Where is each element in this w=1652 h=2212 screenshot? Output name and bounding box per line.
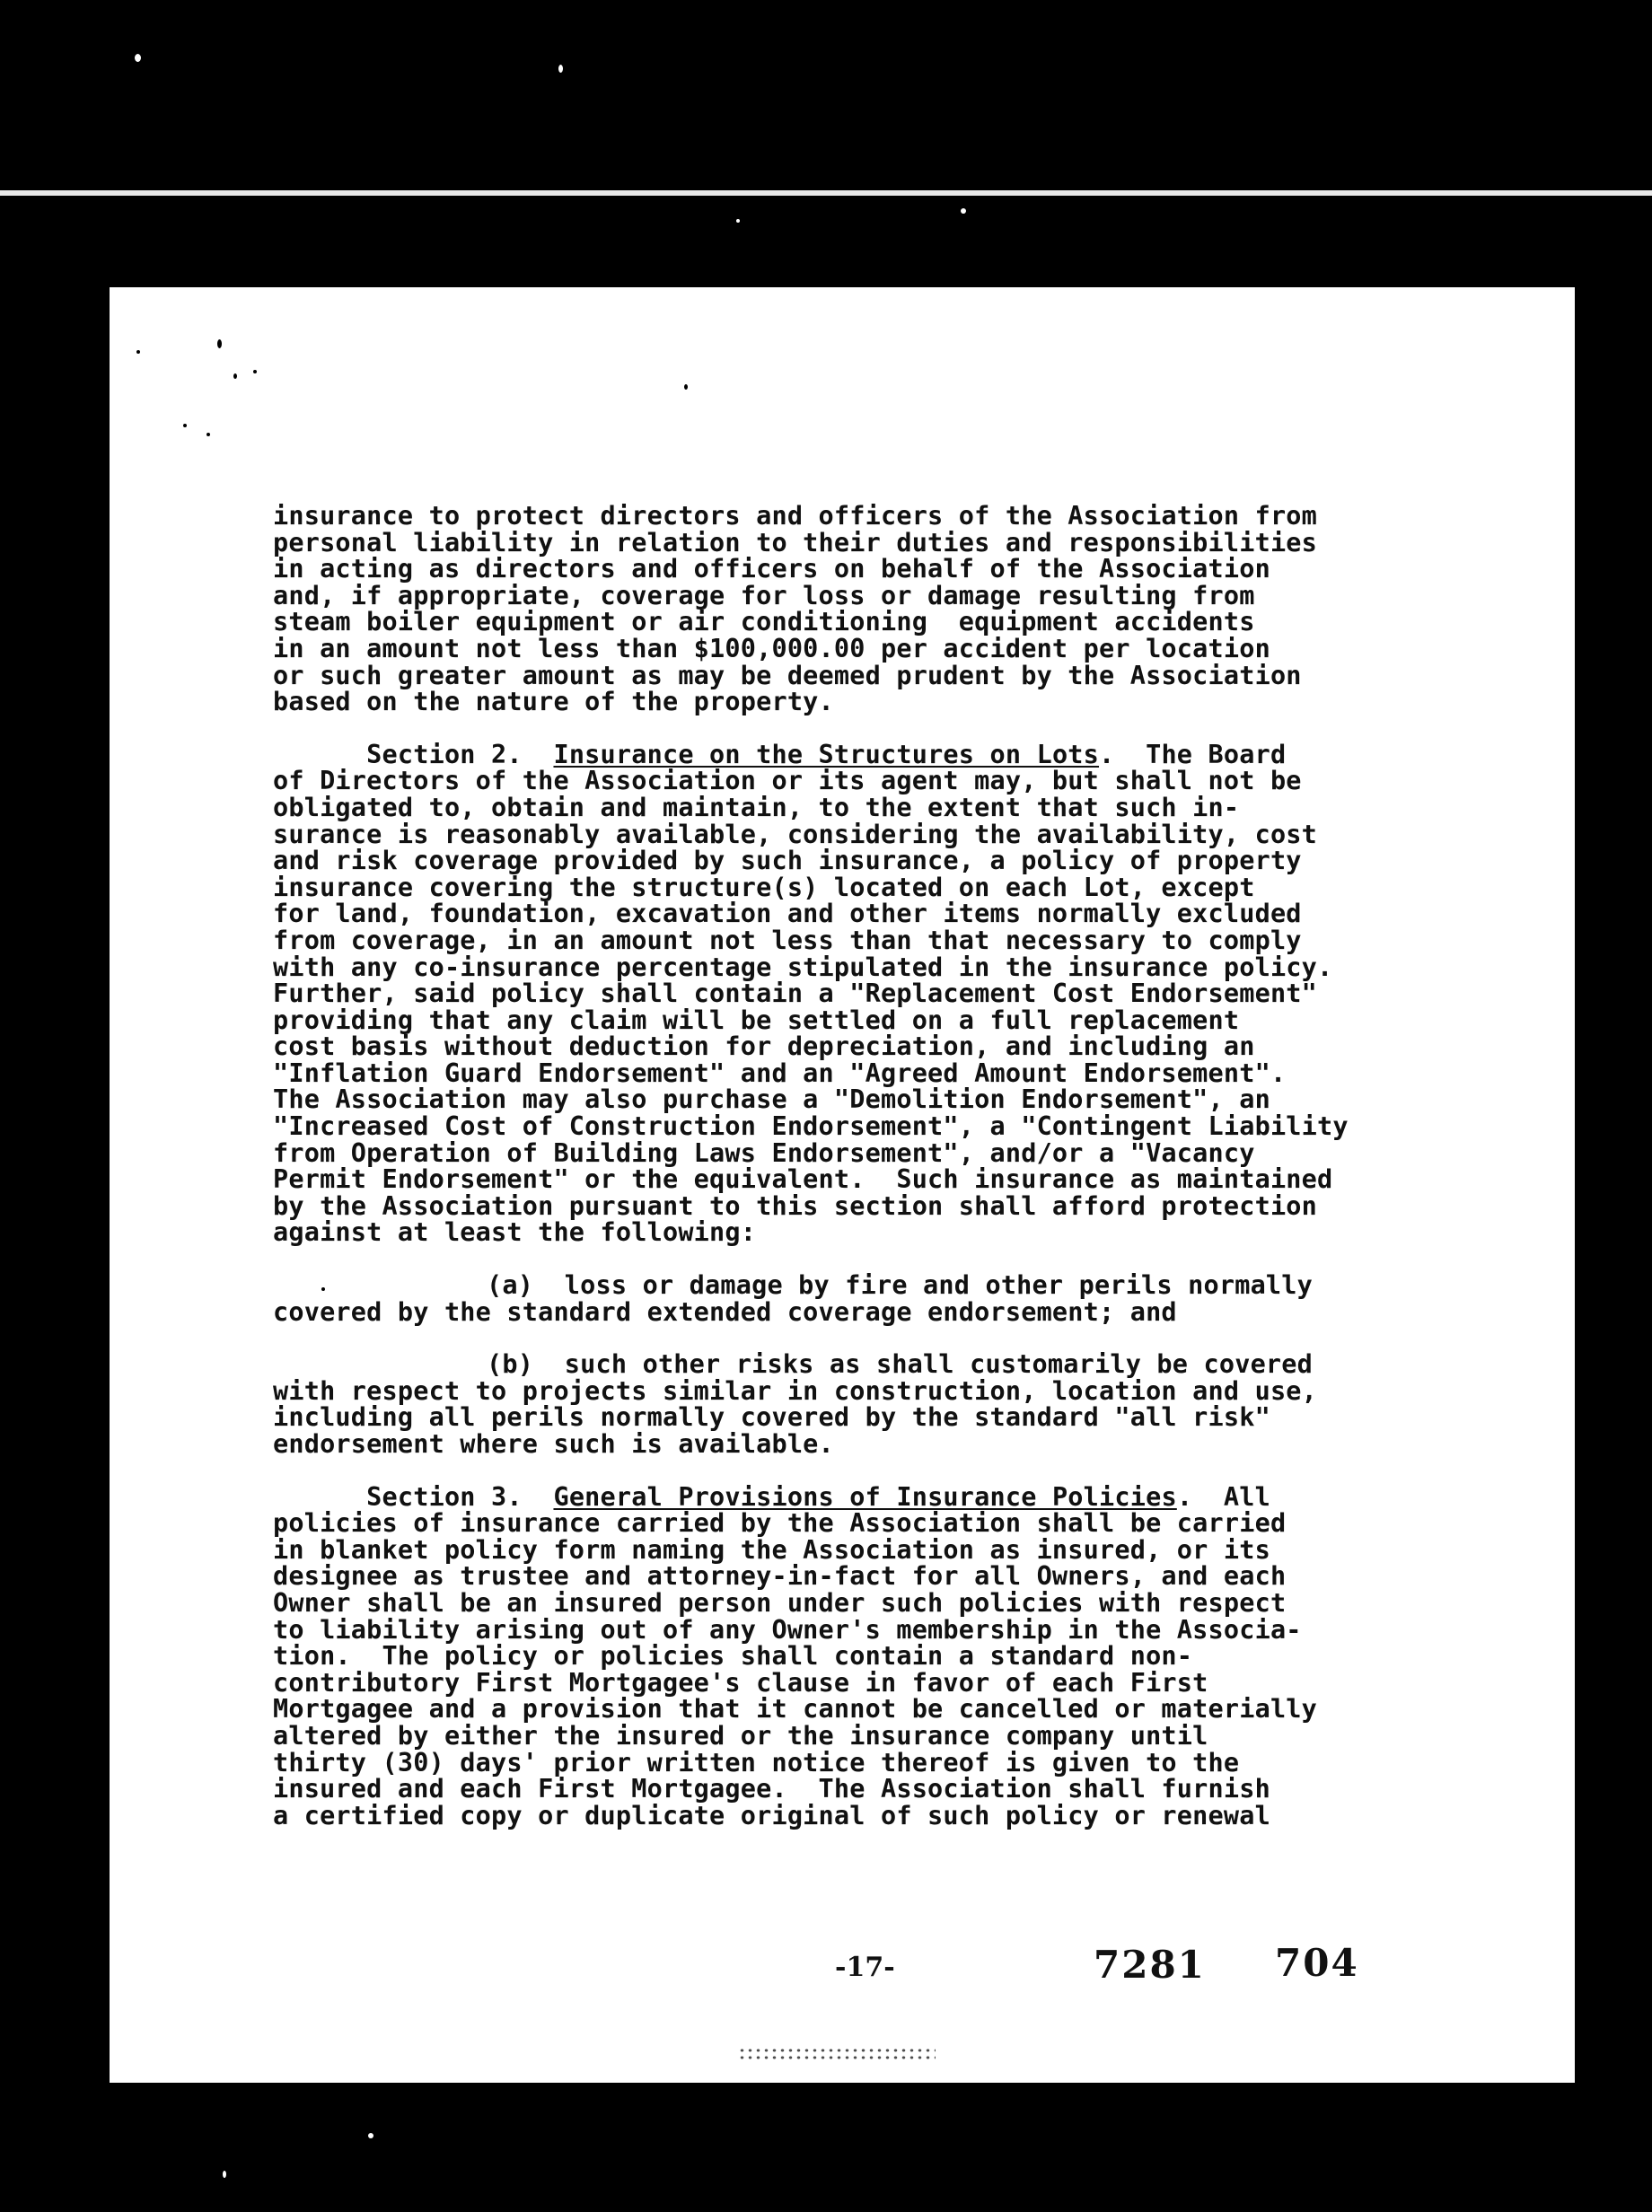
page-speck (136, 350, 140, 354)
text-line: including all perils normally covered by the standard "all risk" (273, 1402, 1270, 1433)
text-line: cost basis without deduction for depreciation, and including an (273, 1031, 1255, 1062)
text-line: altered by either the insured or the insurance company until (273, 1720, 1208, 1751)
scan-top-border (0, 0, 1652, 190)
text-line: Permit Endorsement" or the equivalent. Such insurance as maintained (273, 1164, 1333, 1195)
document-page (110, 287, 1575, 2083)
section-3-heading-end: . (1176, 1481, 1193, 1512)
book-number: 7281 (1094, 1943, 1206, 1987)
section-3 (273, 1481, 1467, 1830)
border-speck (558, 65, 563, 73)
text-line: insured and each First Mortgagee. The Association shall furnish (273, 1774, 1270, 1804)
list-item-b (273, 1351, 1467, 1457)
text-line: with respect to projects similar in construction, location and use, (273, 1375, 1318, 1406)
text-line: steam boiler equipment or air conditioning equipment accidents (273, 607, 1255, 637)
text-line: based on the nature of the property. (273, 687, 834, 717)
text-line: to liability arising out of any Owner's membership in the Associa- (273, 1614, 1302, 1645)
text-line: policies of insurance carried by the Association shall be carried (273, 1508, 1287, 1539)
text-line: with any co-insurance percentage stipulated in the insurance policy. (273, 952, 1333, 982)
page-footer (110, 1939, 1575, 1993)
section-2-label: Section 2. (366, 739, 523, 769)
text-line: by the Association pursuant to this section shall afford protection (273, 1190, 1318, 1221)
list-item-a (273, 1272, 1467, 1325)
section-2-first-line-rest: The Board (1146, 739, 1287, 769)
text-line: endorsement where such is available. (273, 1429, 834, 1459)
border-speck (368, 2133, 373, 2138)
text-line: obligated to, obtain and maintain, to the extent that such in- (273, 792, 1240, 822)
text-line: tion. The policy or policies shall contain a standard non- (273, 1641, 1193, 1672)
section-3-first-line-rest: All (1223, 1481, 1270, 1512)
border-speck (135, 54, 141, 62)
text-line: in blanket policy form naming the Association as insured, or its (273, 1534, 1270, 1565)
text-line: designee as trustee and attorney-in-fact for all Owners, and each (273, 1561, 1287, 1592)
text-line: Owner shall be an insured person under such policies with respect (273, 1587, 1287, 1618)
border-speck (736, 219, 740, 223)
text-line: contributory First Mortgagee's clause in favor of each First (273, 1667, 1208, 1698)
text-line: in an amount not less than $100,000.00 per accident per location (273, 633, 1270, 663)
text-line: covered by the standard extended coverage endorsement; and (273, 1296, 1177, 1327)
text-line: Mortgagee and a provision that it cannot be cancelled or materially (273, 1694, 1318, 1725)
scan-noise-dots (738, 2047, 936, 2061)
border-speck (961, 208, 966, 214)
paragraph-intro (273, 503, 1467, 715)
document-body (273, 503, 1467, 1855)
text-line: Further, said policy shall contain a "Replacement Cost Endorsement" (273, 979, 1318, 1009)
text-line: or such greater amount as may be deemed prudent by the Association (273, 660, 1302, 690)
section-3-label: Section 3. (366, 1481, 523, 1512)
text-line: and, if appropriate, coverage for loss or damage resulting from (273, 580, 1255, 610)
border-speck (223, 2171, 226, 2178)
list-item-b-first-line: (b) such other risks as shall customarily be covered (487, 1349, 1313, 1380)
book-page-number: 704 (1275, 1941, 1359, 1985)
section-2 (273, 739, 1467, 1248)
text-line: personal liability in relation to their duties and responsibilities (273, 527, 1318, 557)
text-line: "Increased Cost of Construction Endorsement", a "Contingent Liability (273, 1111, 1349, 1142)
list-item-a-first-line: (a) loss or damage by fire and other perils normally (487, 1270, 1313, 1301)
text-line: in acting as directors and officers on behalf of the Association (273, 554, 1270, 584)
page-speck (253, 370, 257, 373)
page-number: -17- (835, 1952, 895, 1983)
text-line: "Inflation Guard Endorsement" and an "Agreed Amount Endorsement". (273, 1058, 1287, 1088)
section-2-heading-line (273, 739, 1467, 769)
text-line: from coverage, in an amount not less than that necessary to comply (273, 925, 1302, 955)
page-speck (233, 373, 237, 379)
text-line: for land, foundation, excavation and other items normally excluded (273, 899, 1302, 929)
text-line: a certified copy or duplicate original of such policy or renewal (273, 1800, 1270, 1830)
text-line: from Operation of Building Laws Endorsement", and/or a "Vacancy (273, 1137, 1255, 1168)
page-speck (183, 424, 187, 427)
text-line: providing that any claim will be settled on a full replacement (273, 1005, 1240, 1035)
text-line: The Association may also purchase a "Demolition Endorsement", an (273, 1084, 1270, 1115)
section-3-heading-line (273, 1481, 1467, 1512)
text-line: insurance to protect directors and officers of the Association from (273, 501, 1318, 531)
text-line: against at least the following: (273, 1217, 757, 1248)
page-speck (217, 339, 222, 348)
text-line: and risk coverage provided by such insurance, a policy of property (273, 846, 1302, 876)
page-speck (206, 433, 210, 436)
section-2-heading: Insurance on the Structures on Lots (553, 739, 1100, 769)
text-line: surance is reasonably available, considering the availability, cost (273, 819, 1318, 849)
text-line: thirty (30) days' prior written notice thereof is given to the (273, 1747, 1240, 1778)
section-2-heading-end: . (1099, 739, 1115, 769)
page-speck (684, 384, 688, 390)
text-line: of Directors of the Association or its agent may, but shall not be (273, 766, 1302, 796)
text-line: insurance covering the structure(s) located on each Lot, except (273, 872, 1255, 902)
section-3-heading: General Provisions of Insurance Policies (553, 1481, 1177, 1512)
scan-separator-line (0, 190, 1652, 196)
